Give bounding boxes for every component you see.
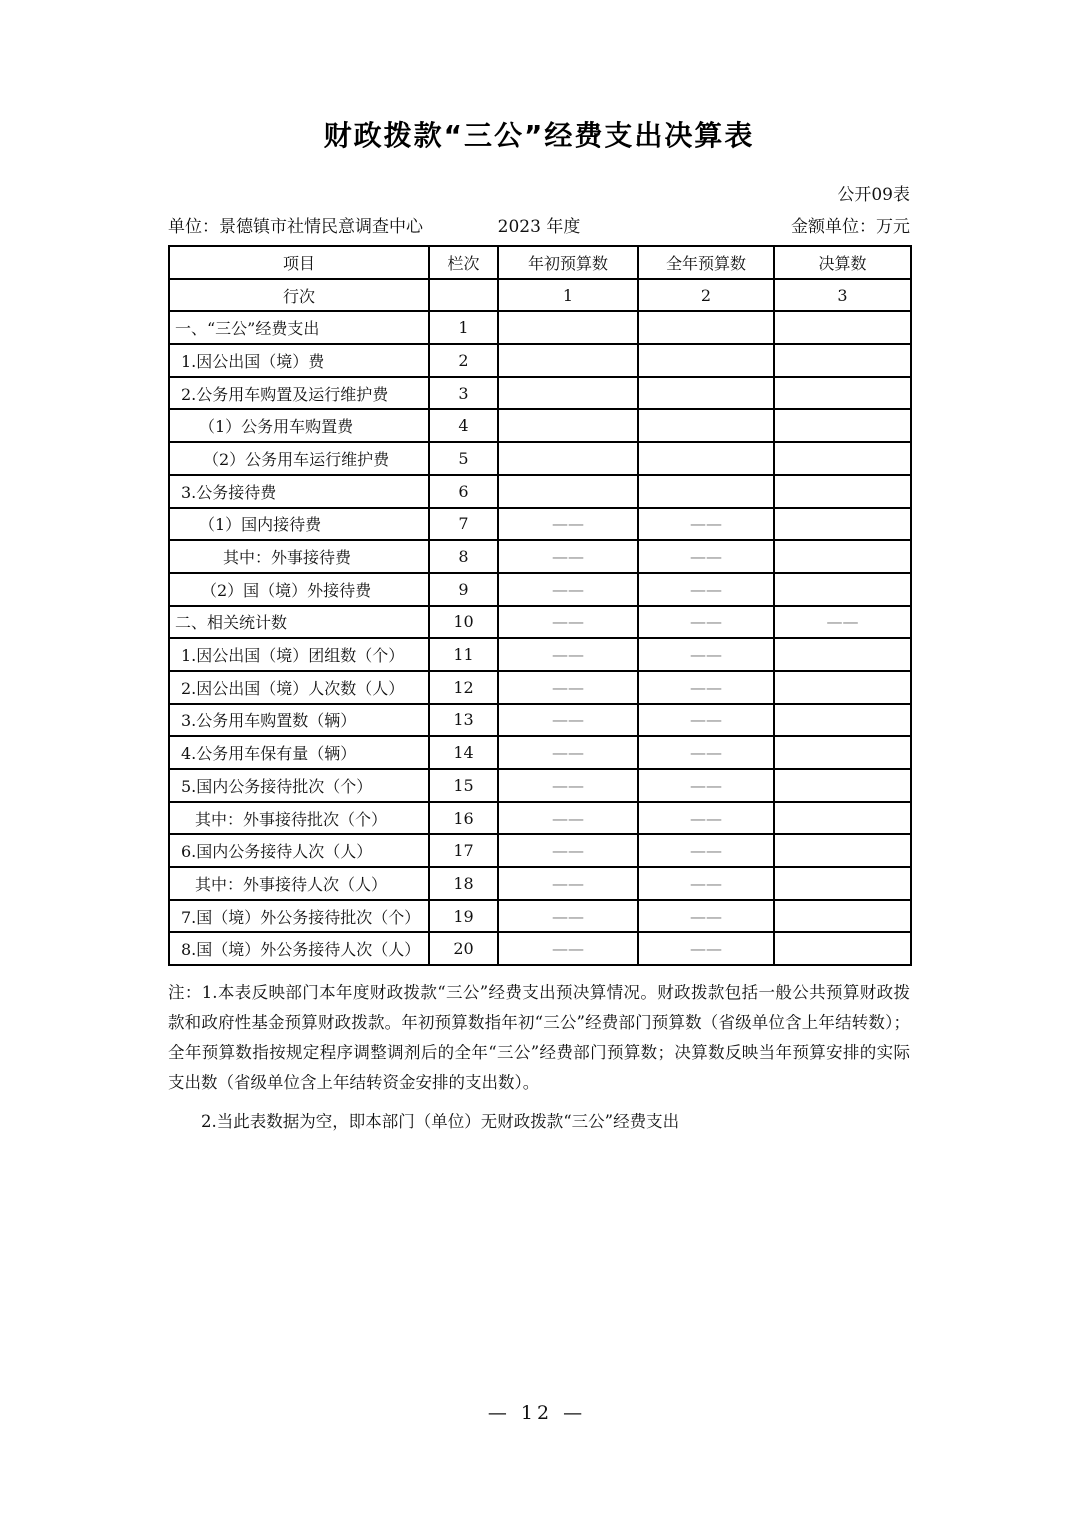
cell-initial-budget: —— bbox=[498, 867, 638, 900]
cell-initial-budget: —— bbox=[498, 736, 638, 769]
table-body bbox=[169, 311, 911, 965]
cell-full-year-budget: —— bbox=[638, 606, 774, 639]
cell-final-account bbox=[774, 671, 911, 704]
cell-full-year-budget: —— bbox=[638, 736, 774, 769]
row-item-label: 4.公务用车保有量（辆） bbox=[169, 736, 429, 769]
row-item-label: 其中：外事接待批次（个） bbox=[169, 802, 429, 835]
cell-initial-budget: —— bbox=[498, 704, 638, 737]
row-item-label: 3.公务接待费 bbox=[169, 475, 429, 508]
table-row bbox=[169, 377, 911, 410]
table-header-row bbox=[169, 246, 911, 279]
cell-initial-budget: —— bbox=[498, 508, 638, 541]
row-item-label: 2.公务用车购置及运行维护费 bbox=[169, 377, 429, 410]
note-1: 注：1.本表反映部门本年度财政拨款“三公”经费支出预决算情况。财政拨款包括一般公共预算财政拨款和政府性基金预算财政拨款。年初预算数指年初“三公”经费部门预算数（省级单位含上年结转数）；全年预算数指按规定程序调整调剂后的全年“三公”经费部门预算数；决算数反映当年预算安排的实际支出数（省级单位含上年结转资金安排的支出数）。 bbox=[168, 983, 910, 1093]
row-line-number: 11 bbox=[429, 638, 498, 671]
row-item-label: （1）公务用车购置费 bbox=[169, 409, 429, 442]
row-line-number: 1 bbox=[429, 311, 498, 344]
cell-initial-budget: —— bbox=[498, 900, 638, 933]
table-row bbox=[169, 540, 911, 573]
cell-initial-budget bbox=[498, 344, 638, 377]
cell-final-account bbox=[774, 475, 911, 508]
row-line-number: 7 bbox=[429, 508, 498, 541]
row-line-number: 8 bbox=[429, 540, 498, 573]
cell-full-year-budget: —— bbox=[638, 573, 774, 606]
table-row bbox=[169, 704, 911, 737]
column-header-final-account: 决算数 bbox=[774, 246, 911, 279]
table-subheader-row bbox=[169, 279, 911, 312]
cell-full-year-budget: —— bbox=[638, 932, 774, 965]
cell-initial-budget: —— bbox=[498, 834, 638, 867]
cell-initial-budget: —— bbox=[498, 769, 638, 802]
table-meta-row bbox=[168, 212, 910, 237]
row-item-label: 二、相关统计数 bbox=[169, 606, 429, 639]
table-row bbox=[169, 442, 911, 475]
three-public-expense-table bbox=[168, 245, 912, 966]
cell-full-year-budget: —— bbox=[638, 769, 774, 802]
table-code: 公开09表 bbox=[837, 185, 910, 205]
table-row bbox=[169, 671, 911, 704]
row-line-number: 13 bbox=[429, 704, 498, 737]
cell-final-account bbox=[774, 900, 911, 933]
row-line-number: 16 bbox=[429, 802, 498, 835]
cell-final-account bbox=[774, 540, 911, 573]
table-row bbox=[169, 409, 911, 442]
row-line-number: 6 bbox=[429, 475, 498, 508]
cell-final-account bbox=[774, 409, 911, 442]
cell-full-year-budget bbox=[638, 475, 774, 508]
document-content bbox=[168, 0, 910, 1137]
cell-full-year-budget bbox=[638, 377, 774, 410]
cell-full-year-budget bbox=[638, 344, 774, 377]
row-line-number: 9 bbox=[429, 573, 498, 606]
row-item-label: 7.国（境）外公务接待批次（个） bbox=[169, 900, 429, 933]
cell-final-account bbox=[774, 834, 911, 867]
column-number-3: 3 bbox=[774, 279, 911, 312]
row-line-number: 5 bbox=[429, 442, 498, 475]
cell-full-year-budget: —— bbox=[638, 638, 774, 671]
column-header-column-no: 栏次 bbox=[429, 246, 498, 279]
cell-initial-budget: —— bbox=[498, 671, 638, 704]
table-row bbox=[169, 900, 911, 933]
column-header-full-year-budget: 全年预算数 bbox=[638, 246, 774, 279]
table-row bbox=[169, 932, 911, 965]
row-item-label: 1.因公出国（境）费 bbox=[169, 344, 429, 377]
row-item-label: 其中：外事接待费 bbox=[169, 540, 429, 573]
cell-full-year-budget: —— bbox=[638, 834, 774, 867]
cell-initial-budget bbox=[498, 377, 638, 410]
row-item-label: 3.公务用车购置数（辆） bbox=[169, 704, 429, 737]
subheader-empty-cell bbox=[429, 279, 498, 312]
cell-final-account bbox=[774, 377, 911, 410]
row-item-label: （1）国内接待费 bbox=[169, 508, 429, 541]
row-item-label: 5.国内公务接待批次（个） bbox=[169, 769, 429, 802]
row-line-number: 3 bbox=[429, 377, 498, 410]
table-row bbox=[169, 606, 911, 639]
cell-final-account bbox=[774, 769, 911, 802]
year-label: 2023 年度 bbox=[497, 217, 581, 237]
table-row bbox=[169, 638, 911, 671]
table-row bbox=[169, 573, 911, 606]
cell-full-year-budget bbox=[638, 442, 774, 475]
row-line-number: 10 bbox=[429, 606, 498, 639]
row-item-label: 8.国（境）外公务接待人次（人） bbox=[169, 932, 429, 965]
cell-full-year-budget: —— bbox=[638, 540, 774, 573]
cell-final-account: —— bbox=[774, 606, 911, 639]
table-row bbox=[169, 802, 911, 835]
cell-initial-budget bbox=[498, 442, 638, 475]
cell-full-year-budget: —— bbox=[638, 900, 774, 933]
row-label-header: 行次 bbox=[169, 279, 429, 312]
row-line-number: 2 bbox=[429, 344, 498, 377]
cell-final-account bbox=[774, 867, 911, 900]
cell-initial-budget: —— bbox=[498, 802, 638, 835]
cell-initial-budget: —— bbox=[498, 573, 638, 606]
row-item-label: 2.因公出国（境）人次数（人） bbox=[169, 671, 429, 704]
table-row bbox=[169, 834, 911, 867]
cell-final-account bbox=[774, 802, 911, 835]
cell-full-year-budget: —— bbox=[638, 508, 774, 541]
row-line-number: 18 bbox=[429, 867, 498, 900]
page-title: 财政拨款“三公”经费支出决算表 bbox=[323, 119, 755, 152]
cell-final-account bbox=[774, 638, 911, 671]
cell-final-account bbox=[774, 442, 911, 475]
column-number-1: 1 bbox=[498, 279, 638, 312]
cell-initial-budget bbox=[498, 475, 638, 508]
row-line-number: 15 bbox=[429, 769, 498, 802]
cell-full-year-budget: —— bbox=[638, 671, 774, 704]
cell-initial-budget: —— bbox=[498, 606, 638, 639]
unit-label: 单位：景德镇市社情民意调查中心 bbox=[168, 217, 423, 237]
cell-full-year-budget: —— bbox=[638, 704, 774, 737]
table-row bbox=[169, 867, 911, 900]
row-item-label: 1.因公出国（境）团组数（个） bbox=[169, 638, 429, 671]
row-item-label: （2）公务用车运行维护费 bbox=[169, 442, 429, 475]
note-2: 2.当此表数据为空，即本部门（单位）无财政拨款“三公”经费支出 bbox=[201, 1112, 680, 1132]
page-number: — 12 — bbox=[487, 1402, 587, 1424]
table-row bbox=[169, 311, 911, 344]
column-header-item: 项目 bbox=[169, 246, 429, 279]
row-line-number: 14 bbox=[429, 736, 498, 769]
row-line-number: 12 bbox=[429, 671, 498, 704]
row-line-number: 20 bbox=[429, 932, 498, 965]
row-line-number: 19 bbox=[429, 900, 498, 933]
row-line-number: 4 bbox=[429, 409, 498, 442]
cell-initial-budget: —— bbox=[498, 540, 638, 573]
cell-full-year-budget: —— bbox=[638, 867, 774, 900]
cell-full-year-budget: —— bbox=[638, 802, 774, 835]
cell-final-account bbox=[774, 736, 911, 769]
cell-final-account bbox=[774, 573, 911, 606]
row-line-number: 17 bbox=[429, 834, 498, 867]
cell-final-account bbox=[774, 704, 911, 737]
cell-final-account bbox=[774, 344, 911, 377]
column-header-initial-budget: 年初预算数 bbox=[498, 246, 638, 279]
column-number-2: 2 bbox=[638, 279, 774, 312]
cell-initial-budget bbox=[498, 311, 638, 344]
amount-unit-label: 金额单位：万元 bbox=[791, 217, 910, 237]
cell-final-account bbox=[774, 311, 911, 344]
cell-final-account bbox=[774, 508, 911, 541]
table-row bbox=[169, 736, 911, 769]
table-row bbox=[169, 508, 911, 541]
cell-initial-budget: —— bbox=[498, 932, 638, 965]
cell-final-account bbox=[774, 932, 911, 965]
table-row bbox=[169, 475, 911, 508]
row-item-label: （2）国（境）外接待费 bbox=[169, 573, 429, 606]
cell-initial-budget bbox=[498, 409, 638, 442]
table-row bbox=[169, 769, 911, 802]
row-item-label: 6.国内公务接待人次（人） bbox=[169, 834, 429, 867]
cell-full-year-budget bbox=[638, 409, 774, 442]
cell-initial-budget: —— bbox=[498, 638, 638, 671]
cell-full-year-budget bbox=[638, 311, 774, 344]
row-item-label: 一、“三公”经费支出 bbox=[169, 311, 429, 344]
row-item-label: 其中：外事接待人次（人） bbox=[169, 867, 429, 900]
table-row bbox=[169, 344, 911, 377]
